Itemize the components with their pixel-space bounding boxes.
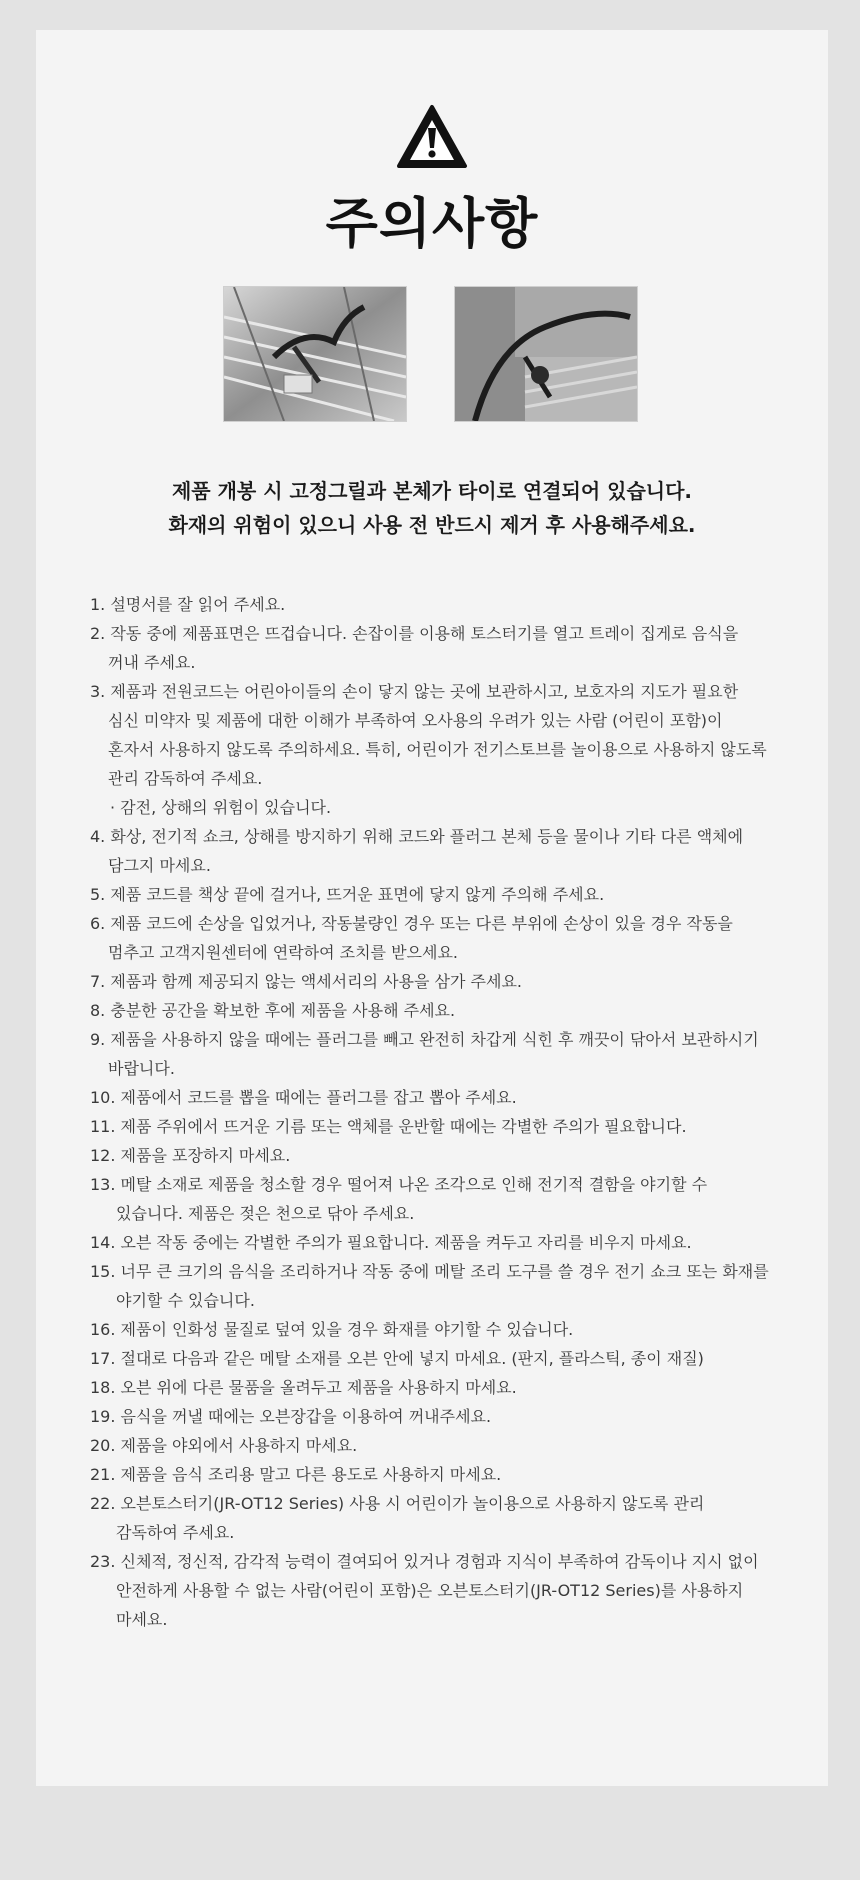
caution-item (90, 1025, 810, 1083)
caution-item (90, 1344, 810, 1373)
caution-item-text: 6. 제품 코드에 손상을 입었거나, 작동불량인 경우 또는 다른 부위에 손상이 있을 경우 작동을 (90, 914, 733, 933)
grill-tie-closeup-photo (454, 286, 638, 422)
caution-item-continuation: 담그지 마세요. (108, 856, 211, 875)
caution-item (90, 1141, 810, 1170)
caution-item (90, 1431, 810, 1460)
caution-item-text: 21. 제품을 음식 조리용 말고 다른 용도로 사용하지 마세요. (90, 1465, 502, 1484)
caution-item (90, 1402, 810, 1431)
warning-triangle-icon (396, 104, 468, 170)
caution-item-text: 12. 제품을 포장하지 마세요. (90, 1146, 291, 1165)
grill-tie-photo-icon (224, 287, 406, 421)
caution-item-text: 16. 제품이 인화성 물질로 덮여 있을 경우 화재를 야기할 수 있습니다. (90, 1320, 574, 1339)
caution-item-text: 17. 절대로 다음과 같은 메탈 소재를 오븐 안에 넣지 마세요. (판지, 플라스틱, 종이 재질) (90, 1349, 704, 1368)
caution-item-text: 23. 신체적, 정신적, 감각적 능력이 결여되어 있거나 경험과 지식이 부족하여 감독이나 지시 없이 (90, 1552, 759, 1571)
caution-item-text: 7. 제품과 함께 제공되지 않는 액세서리의 사용을 삼가 주세요. (90, 972, 522, 991)
caution-item-text: 4. 화상, 전기적 쇼크, 상해를 방지하기 위해 코드와 플러그 본체 등을 물이나 기타 다른 액체에 (90, 827, 744, 846)
caution-item-text: 1. 설명서를 잘 읽어 주세요. (90, 595, 286, 614)
caution-item (90, 590, 810, 619)
caution-item-continuation: 마세요. (116, 1610, 168, 1629)
caution-item (90, 822, 810, 880)
caution-item-text: 19. 음식을 꺼낼 때에는 오븐장갑을 이용하여 꺼내주세요. (90, 1407, 492, 1426)
caution-item-continuation: 있습니다. 제품은 젖은 천으로 닦아 주세요. (116, 1204, 415, 1223)
caution-item-subnote: · 감전, 상해의 위험이 있습니다. (110, 798, 332, 817)
caution-item-continuation: 관리 감독하여 주세요. (108, 769, 263, 788)
caution-item (90, 880, 810, 909)
caution-item-continuation: 멈추고 고객지원센터에 연락하여 조치를 받으세요. (108, 943, 459, 962)
caution-list (90, 590, 810, 1634)
caution-item (90, 677, 810, 822)
caution-item-text: 8. 충분한 공간을 확보한 후에 제품을 사용해 주세요. (90, 1001, 456, 1020)
page-title: 주의사항 (325, 192, 539, 255)
caution-item-text: 2. 작동 중에 제품표면은 뜨겁습니다. 손잡이를 이용해 토스터기를 열고 트레이 집게로 음식을 (90, 624, 739, 643)
caution-item-continuation: 안전하게 사용할 수 없는 사람(어린이 포함)은 오븐토스터기(JR-OT12 Series)를 사용하지 (116, 1581, 744, 1600)
caution-item-text: 18. 오븐 위에 다른 물품을 올려두고 제품을 사용하지 마세요. (90, 1378, 517, 1397)
grill-tie-closeup-photo-icon (455, 287, 637, 421)
caution-item-text: 9. 제품을 사용하지 않을 때에는 플러그를 빼고 완전히 차갑게 식힌 후 깨끗이 닦아서 보관하시기 (90, 1030, 759, 1049)
caution-item (90, 996, 810, 1025)
caution-item-continuation: 야기할 수 있습니다. (116, 1291, 255, 1310)
caution-item-text: 11. 제품 주위에서 뜨거운 기름 또는 액체를 운반할 때에는 각별한 주의가 필요합니다. (90, 1117, 687, 1136)
caution-item-text: 10. 제품에서 코드를 뽑을 때에는 플러그를 잡고 뽑아 주세요. (90, 1088, 517, 1107)
notice-line-2: 화재의 위험이 있으니 사용 전 반드시 제거 후 사용해주세요. (168, 513, 696, 537)
caution-item (90, 909, 810, 967)
caution-item-text: 5. 제품 코드를 책상 끝에 걸거나, 뜨거운 표면에 닿지 않게 주의해 주세요. (90, 885, 605, 904)
grill-tie-photo (223, 286, 407, 422)
caution-item (90, 1547, 810, 1634)
caution-item-continuation: 혼자서 사용하지 않도록 주의하세요. 특히, 어린이가 전기스토브를 놀이용으로 사용하지 않도록 (108, 740, 767, 759)
caution-item-continuation: 꺼내 주세요. (108, 653, 196, 672)
caution-item-continuation: 심신 미약자 및 제품에 대한 이해가 부족하여 오사용의 우려가 있는 사람 (어린이 포함)이 (108, 711, 723, 730)
caution-item (90, 1228, 810, 1257)
caution-item (90, 1489, 810, 1547)
caution-item (90, 1257, 810, 1315)
caution-item-text: 14. 오븐 작동 중에는 각별한 주의가 필요합니다. 제품을 켜두고 자리를 비우지 마세요. (90, 1233, 692, 1252)
caution-item (90, 1112, 810, 1141)
caution-item-text: 3. 제품과 전원코드는 어린아이들의 손이 닿지 않는 곳에 보관하시고, 보호자의 지도가 필요한 (90, 682, 739, 701)
caution-item-continuation: 감독하여 주세요. (116, 1523, 235, 1542)
tie-removal-notice (36, 474, 828, 542)
caution-item (90, 1170, 810, 1228)
notice-line-1: 제품 개봉 시 고정그릴과 본체가 타이로 연결되어 있습니다. (171, 479, 693, 503)
caution-item-continuation: 바랍니다. (108, 1059, 175, 1078)
caution-card (36, 30, 828, 1786)
caution-item (90, 1315, 810, 1344)
caution-item-text: 20. 제품을 야외에서 사용하지 마세요. (90, 1436, 358, 1455)
caution-item-text: 13. 메탈 소재로 제품을 청소할 경우 떨어져 나온 조각으로 인해 전기적 결함을 야기할 수 (90, 1175, 708, 1194)
caution-item-text: 15. 너무 큰 크기의 음식을 조리하거나 작동 중에 메탈 조리 도구를 쓸 경우 전기 쇼크 또는 화재를 (90, 1262, 769, 1281)
caution-item (90, 1083, 810, 1112)
caution-item (90, 1460, 810, 1489)
caution-item (90, 1373, 810, 1402)
caution-item (90, 619, 810, 677)
caution-item-text: 22. 오븐토스터기(JR-OT12 Series) 사용 시 어린이가 놀이용으로 사용하지 않도록 관리 (90, 1494, 705, 1513)
caution-item (90, 967, 810, 996)
